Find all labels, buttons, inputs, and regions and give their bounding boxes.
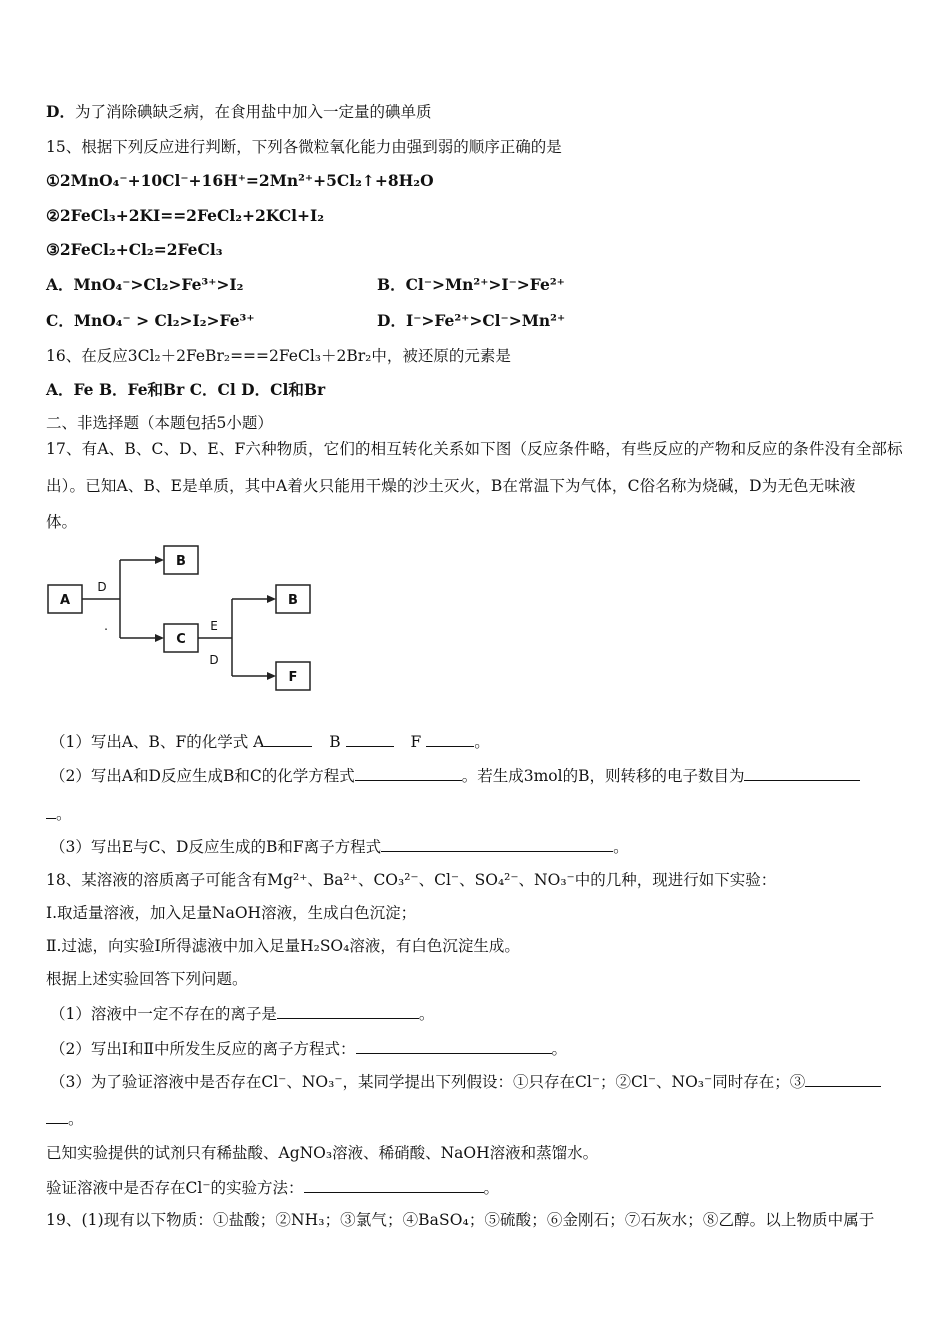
edge-dot: . <box>104 619 108 633</box>
q18-reagents: 已知实验提供的试剂只有稀盐酸、AgNO₃溶液、稀硝酸、NaOH溶液和蒸馏水。 <box>46 1144 599 1162</box>
node-f-label: F <box>288 670 298 685</box>
q18-method-end: 。 <box>483 1179 500 1197</box>
answer-blank-hypothesis-continued[interactable] <box>46 1108 68 1124</box>
section-title: 二、非选择题（本题包括5小题） <box>46 414 273 432</box>
q18-part-3-continued <box>46 1108 84 1129</box>
q17-conversion-diagram <box>44 540 334 700</box>
node-b-top-label: B <box>176 554 186 569</box>
q18-method-text: 验证溶液中是否存在Cl⁻的实验方法： <box>46 1179 304 1197</box>
q18-intro: 根据上述实验回答下列问题。 <box>46 970 248 988</box>
answer-blank-hypothesis[interactable] <box>805 1071 881 1087</box>
q14-option-d <box>46 102 431 122</box>
q17-stem-line-2: 出）。已知A、B、E是单质，其中A着火只能用干燥的沙土灭火，B在常温下为气体，C俗名称为烧碱，D为无色无味液 <box>46 477 856 495</box>
q15-equation-3: ③2FeCl₂+Cl₂=2FeCl₃ <box>46 240 223 259</box>
answer-blank-a[interactable] <box>264 731 312 747</box>
arrowhead <box>155 634 164 642</box>
q17-stem-line-1: 17、有A、B、C、D、E、F六种物质，它们的相互转化关系如下图（反应条件略，有些反应的产物和反应的条件没有全部标 <box>46 440 903 458</box>
q17-part-2 <box>50 765 860 786</box>
q15-option-b: B．Cl⁻>Mn²⁺>I⁻>Fe²⁺ <box>377 275 565 294</box>
q17-part-1 <box>50 731 490 752</box>
answer-blank-b[interactable] <box>346 731 394 747</box>
q14-option-d-label: D． <box>46 102 75 121</box>
q17-part-2-mid: 。若生成3mol的B，则转移的电子数目为 <box>461 767 745 785</box>
edge-label-d-2: D <box>209 653 219 667</box>
q15-equation-2: ②2FeCl₃+2KI==2FeCl₂+2KCl+I₂ <box>46 206 325 225</box>
arrowhead <box>155 556 164 564</box>
q17-part-1-end: 。 <box>474 733 490 751</box>
edge-label-e: E <box>210 619 218 633</box>
q18-part-3-text: （3）为了验证溶液中是否存在Cl⁻、NO₃⁻，某同学提出下列假设：①只存在Cl⁻；②Cl⁻、NO₃⁻同时存在；③ <box>50 1073 806 1091</box>
q18-part-2 <box>50 1038 567 1059</box>
q18-part-1 <box>50 1003 434 1024</box>
q17-part-1-f: F <box>410 733 422 751</box>
answer-blank-reaction-equations[interactable] <box>356 1038 552 1054</box>
q15-equation-1: ①2MnO₄⁻+10Cl⁻+16H⁺=2Mn²⁺+5Cl₂↑+8H₂O <box>46 171 434 190</box>
q18-part-3-end: 。 <box>68 1110 84 1128</box>
answer-blank-electrons-continued[interactable] <box>46 803 56 819</box>
q17-part-3-text: （3）写出E与C、D反应生成的B和F离子方程式 <box>50 838 382 856</box>
q15-option-a: A．MnO₄⁻>Cl₂>Fe³⁺>I₂ <box>46 275 244 294</box>
q19-stem: 19、(1)现有以下物质：①盐酸；②NH₃；③氯气；④BaSO₄；⑤硫酸；⑥金刚石；⑦石灰水；⑧乙醇。以上物质中属于 <box>46 1211 875 1229</box>
q18-part-3 <box>50 1071 881 1092</box>
answer-blank-ionic-equation[interactable] <box>381 836 613 852</box>
q15-stem: 15、根据下列反应进行判断，下列各微粒氧化能力由强到弱的顺序正确的是 <box>46 138 562 156</box>
q16-options: A．Fe B．Fe和Br C．Cl D．Cl和Br <box>46 380 326 399</box>
q17-part-2-continued <box>46 803 72 824</box>
arrowhead <box>267 672 276 680</box>
q17-part-3-end: 。 <box>613 838 629 856</box>
answer-blank-f[interactable] <box>426 731 474 747</box>
q15-option-d: D．I⁻>Fe²⁺>Cl⁻>Mn²⁺ <box>377 311 566 330</box>
q17-stem-line-3: 体。 <box>46 513 78 531</box>
q18-method <box>46 1177 499 1198</box>
q17-part-2-text: （2）写出A和D反应生成B和C的化学方程式 <box>50 767 355 785</box>
q17-part-2-end: 。 <box>56 805 72 823</box>
answer-blank-absent-ions[interactable] <box>277 1003 419 1019</box>
q18-experiment-1: Ⅰ.取适量溶液，加入足量NaOH溶液，生成白色沉淀； <box>46 904 417 922</box>
node-a-label: A <box>59 593 71 608</box>
edge-label-d: D <box>97 580 107 594</box>
q15-option-c: C．MnO₄⁻ > Cl₂>I₂>Fe³⁺ <box>46 311 255 330</box>
q17-part-1-text: （1）写出A、B、F的化学式 A <box>50 733 265 751</box>
q17-part-3 <box>50 836 629 857</box>
q18-part-2-text: （2）写出Ⅰ和Ⅱ中所发生反应的离子方程式： <box>50 1040 356 1058</box>
answer-blank-electrons[interactable] <box>744 765 860 781</box>
answer-blank-method[interactable] <box>304 1177 484 1193</box>
node-c-label: C <box>176 632 186 647</box>
q18-part-2-end: 。 <box>551 1040 568 1058</box>
q18-part-1-text: （1）溶液中一定不存在的离子是 <box>50 1005 277 1023</box>
answer-blank-equation[interactable] <box>355 765 462 781</box>
q14-option-d-text: 为了消除碘缺乏病，在食用盐中加入一定量的碘单质 <box>74 103 432 121</box>
arrowhead <box>267 595 276 603</box>
q18-stem: 18、某溶液的溶质离子可能含有Mg²⁺、Ba²⁺、CO₃²⁻、Cl⁻、SO₄²⁻、NO₃⁻中的几种，现进行如下实验： <box>46 871 777 889</box>
node-b-right-label: B <box>288 593 298 608</box>
q17-part-1-b: B <box>329 733 341 751</box>
q18-part-1-end: 。 <box>418 1005 435 1023</box>
q18-experiment-2: Ⅱ.过滤，向实验Ⅰ所得滤液中加入足量H₂SO₄溶液，有白色沉淀生成。 <box>46 937 520 955</box>
q16-stem: 16、在反应3Cl₂＋2FeBr₂===2FeCl₃＋2Br₂中，被还原的元素是 <box>46 347 511 365</box>
